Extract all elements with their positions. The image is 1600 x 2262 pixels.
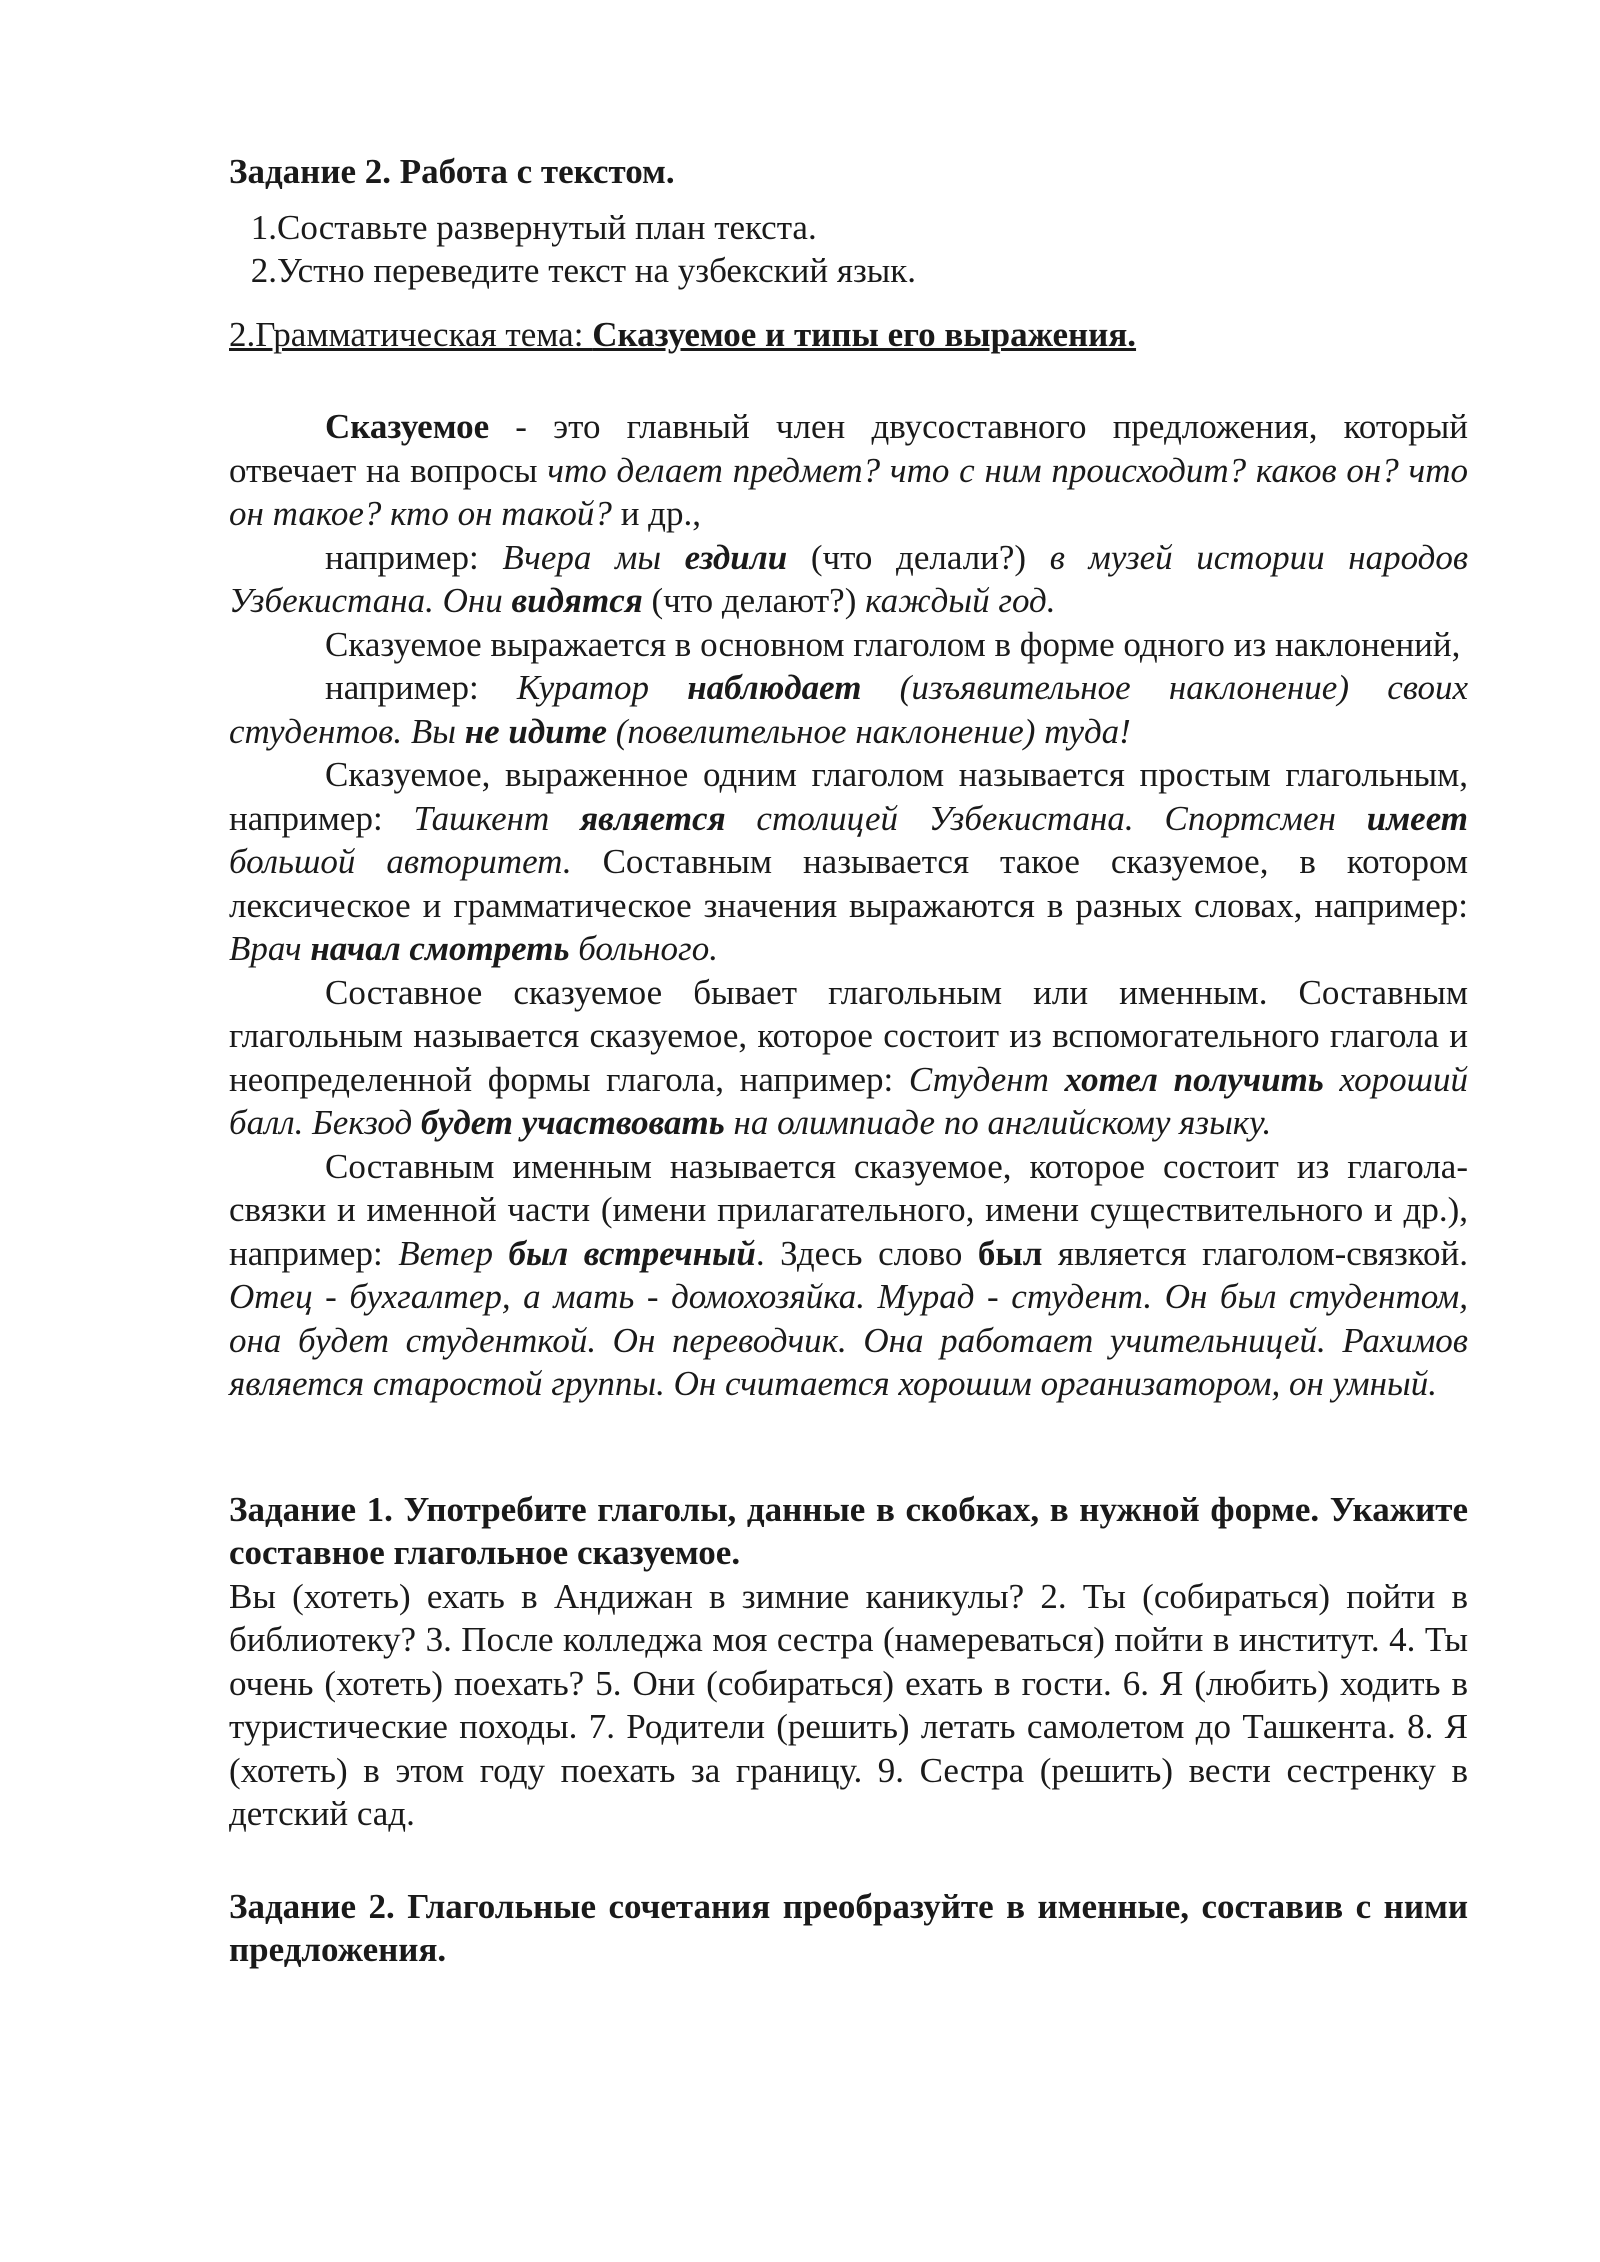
example-predicate: хотел получить [1064,1059,1324,1099]
example-italic: большой авторитет. [229,842,572,881]
paragraph-mood: Сказуемое выражается в основном глаголом в форме одного из наклонений, [325,624,1461,664]
example-predicate: видятся [511,581,643,620]
list-number: 1. [250,207,277,247]
example-question: (что делали?) [787,537,1050,577]
paragraph-text: является глаголом-связкой. [1042,1233,1469,1273]
example-italic: каждый год. [865,581,1056,620]
task-1-title: Задание 1. Употребите глаголы, данные в скобках, в нужной форме. Укажите составное глагольное сказуемое. [229,1489,1468,1572]
list-text: Составьте развернутый план текста. [277,207,817,247]
paragraph-compound-nominal [229,1145,1468,1406]
example-italic: столицей Узбекистана. Спортсмен [725,798,1367,838]
task-header: Задание 2. Работа с текстом. [229,152,675,191]
paragraph-text: Сказуемое, выраженное одним глаголом называется простым глагольным, например: [229,755,1468,838]
example-predicate: ездили [684,537,788,577]
paragraph-text: Составное сказуемое бывает глагольным или именным. Составным глагольным называется сказуемое, которое состоит из вспомогательного глагола и неопределенной формы глагола, например: [229,972,1468,1099]
example-question: (что делают?) [642,581,866,620]
example-italic: Студент [908,1059,1065,1099]
paragraph-example-1 [229,536,1468,623]
grammar-topic-line [229,313,1468,357]
paragraph-simple-predicate [229,753,1468,971]
paragraph-text: . Здесь слово [755,1233,978,1273]
paragraph-text: Составным называется такое сказуемое, в котором лексическое и грамматическое значения выражаются в разных словах, например: [229,842,1468,925]
definition-end: и др., [611,494,701,533]
list-item [229,206,1468,250]
example-lead: например: [325,668,517,707]
example-italic: хороший балл. Бекзод [229,1059,1468,1142]
example-italic: в музей истории народов Узбекистана. Они [229,537,1469,620]
example-predicate: начал смотреть [310,929,570,968]
list-text: Устно переведите текст на узбекский язык. [277,251,917,290]
example-italic: Ташкент [413,798,581,838]
task-1-section [229,1488,1468,1836]
example-italic: больного. [569,929,718,968]
paragraph-compound-verbal [229,971,1468,1145]
example-predicate: был встречный [508,1233,756,1273]
paragraph-example-2 [229,666,1468,753]
example-predicate: является [580,798,726,838]
example-predicate: не идите [464,711,608,751]
term-predicate: Сказуемое [325,407,490,446]
grammar-prefix: 2.Грамматическая тема: [229,314,593,354]
instruction-list [229,206,1468,293]
bold-word: был [977,1233,1043,1273]
definition-questions: что делает предмет? что с ним происходит? каков он? что он такое? кто он такой? [229,450,1469,533]
example-italic: Ветер [398,1233,509,1273]
example-italic: Куратор [516,668,688,707]
task-2-title: Задание 2. Глагольные сочетания преобразуйте в именные, составив с ними предложения. [229,1886,1468,1969]
example-lead: например: [325,537,503,577]
example-predicate: имеет [1366,798,1469,838]
grammar-topic: Сказуемое и типы его выражения. [592,314,1137,354]
theory-section [229,405,1468,1406]
example-italic: (повелительное наклонение) туда! [607,711,1131,751]
paragraph-text: Составным именным называется сказуемое, которое состоит из глагола-связки и именной части (имени прилагательного, имени существительного и др.), например: [229,1146,1468,1273]
task-1-text: Вы (хотеть) ехать в Андижан в зимние каникулы? 2. Ты (собираться) пойти в библиотеку? 3. После колледжа моя сестра (намереваться) пойти в институт. 4. Ты очень (хотеть) поехать? 5. Они (собираться) ехать в гости. 6. Я (любить) ходить в туристические походы. 7. Родители (решить) летать самолетом до Ташкента. 8. Я (хотеть) в этом году поехать за границу. 9. Сестра (решить) вести сестренку в детский сад. [229,1576,1468,1833]
example-predicate: наблюдает [687,668,862,707]
example-italic: Отец - бухгалтер, а мать - домохозяйка. Мурад - студент. Он был студентом, она будет студенткой. Он переводчик. Она работает учительницей. Рахимов является старостой группы. Он считается хорошим организатором, он умный. [229,1277,1468,1403]
definition-text: - это главный член двусоставного предложения, который отвечает на вопросы [229,407,1468,490]
paragraph-definition [229,405,1468,536]
example-italic: Врач [229,929,311,968]
example-predicate: будет участвовать [420,1103,725,1142]
list-number: 2. [250,251,277,290]
task-2-section [229,1885,1468,1972]
example-italic: на олимпиаде по английскому языку. [724,1103,1272,1142]
list-item [229,249,1468,293]
example-italic: Вчера мы [502,537,685,577]
example-italic: (изъявительное наклонение) своих студентов. Вы [229,668,1469,751]
